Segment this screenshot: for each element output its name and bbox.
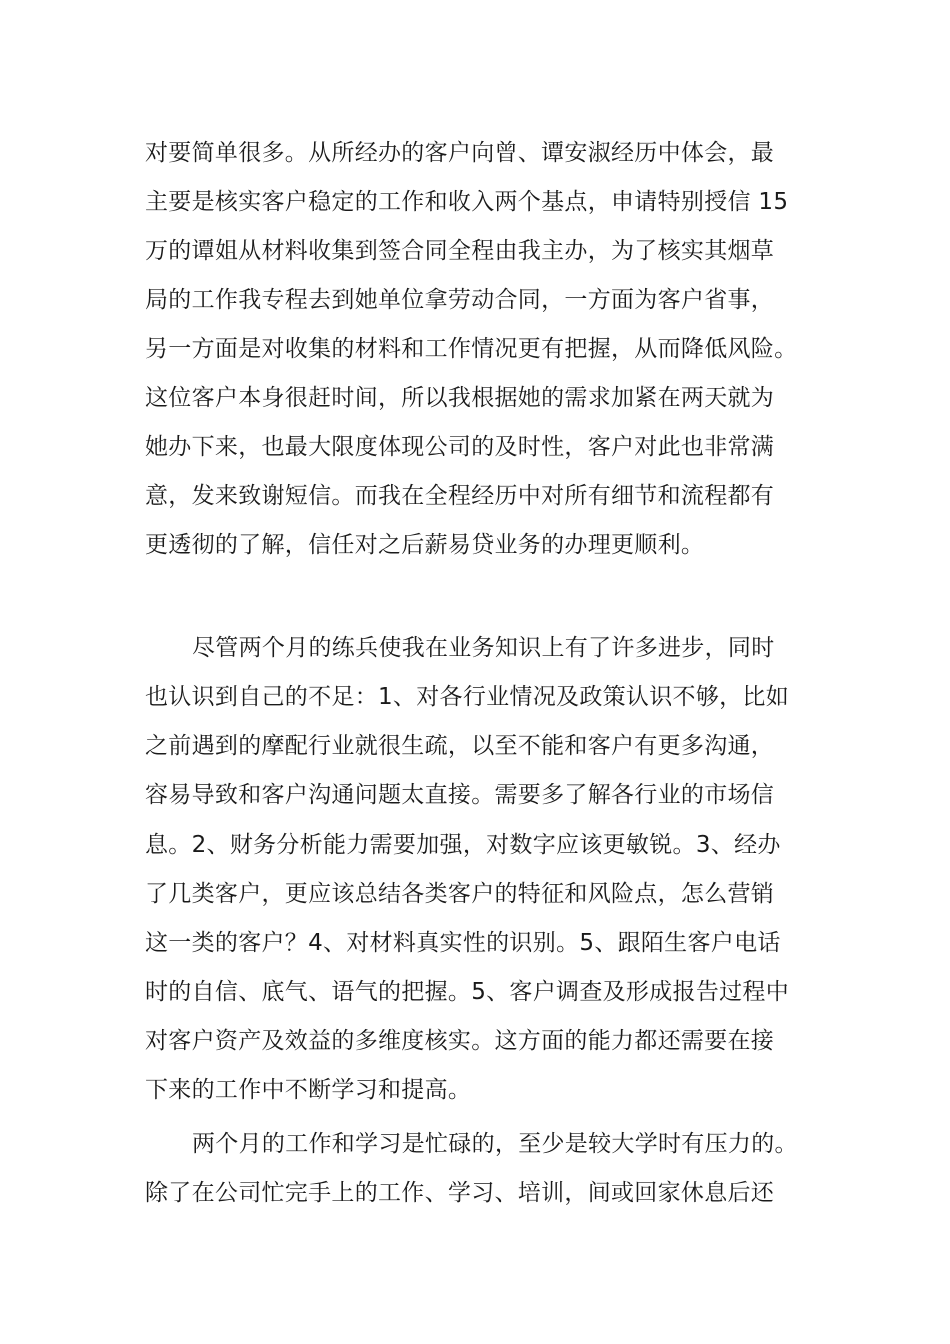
paragraph-1-line-2: 主要是核实客户稳定的工作和收入两个基点，申请特别授信 15 <box>145 189 789 215</box>
paragraph-2-line-7: 这一类的客户？4、对材料真实性的识别。5、跟陌生客户电话 <box>145 930 781 956</box>
paragraph-3-line-2: 除了在公司忙完手上的工作、学习、培训，间或回家休息后还 <box>145 1180 775 1206</box>
paragraph-2-line-8: 时的自信、底气、语气的把握。5、客户调查及形成报告过程中 <box>145 979 790 1005</box>
paragraph-2-line-4: 容易导致和客户沟通问题太直接。需要多了解各行业的市场信 <box>145 782 775 808</box>
paragraph-1-line-8: 意，发来致谢短信。而我在全程经历中对所有细节和流程都有 <box>145 483 775 509</box>
paragraph-3-line-1: 两个月的工作和学习是忙碌的，至少是较大学时有压力的。 <box>192 1131 798 1157</box>
paragraph-2-line-5: 息。2、财务分析能力需要加强，对数字应该更敏锐。3、经办 <box>145 832 781 858</box>
paragraph-1-line-1: 对要简单很多。从所经办的客户向曾、谭安淑经历中体会，最 <box>145 140 775 166</box>
paragraph-1-line-4: 局的工作我专程去到她单位拿劳动合同，一方面为客户省事， <box>145 287 775 313</box>
paragraph-1-line-7: 她办下来，也最大限度体现公司的及时性，客户对此也非常满 <box>145 434 775 460</box>
paragraph-2-line-6: 了几类客户，更应该总结各类客户的特征和风险点，怎么营销 <box>145 881 775 907</box>
paragraph-1-line-5: 另一方面是对收集的材料和工作情况更有把握，从而降低风险。 <box>145 336 798 362</box>
paragraph-1-line-6: 这位客户本身很赶时间，所以我根据她的需求加紧在两天就为 <box>145 385 775 411</box>
paragraph-2-line-3: 之前遇到的摩配行业就很生疏，以至不能和客户有更多沟通， <box>145 733 775 759</box>
paragraph-2-line-1: 尽管两个月的练兵使我在业务知识上有了许多进步，同时 <box>192 635 775 661</box>
paragraph-2-line-10: 下来的工作中不断学习和提高。 <box>145 1077 472 1103</box>
paragraph-1-line-9: 更透彻的了解，信任对之后薪易贷业务的办理更顺利。 <box>145 532 705 558</box>
paragraph-2-line-2: 也认识到自己的不足：1、对各行业情况及政策认识不够，比如 <box>145 684 790 710</box>
paragraph-2-line-9: 对客户资产及效益的多维度核实。这方面的能力都还需要在接 <box>145 1028 775 1054</box>
paragraph-1-line-3: 万的谭姐从材料收集到签合同全程由我主办，为了核实其烟草 <box>145 238 775 264</box>
